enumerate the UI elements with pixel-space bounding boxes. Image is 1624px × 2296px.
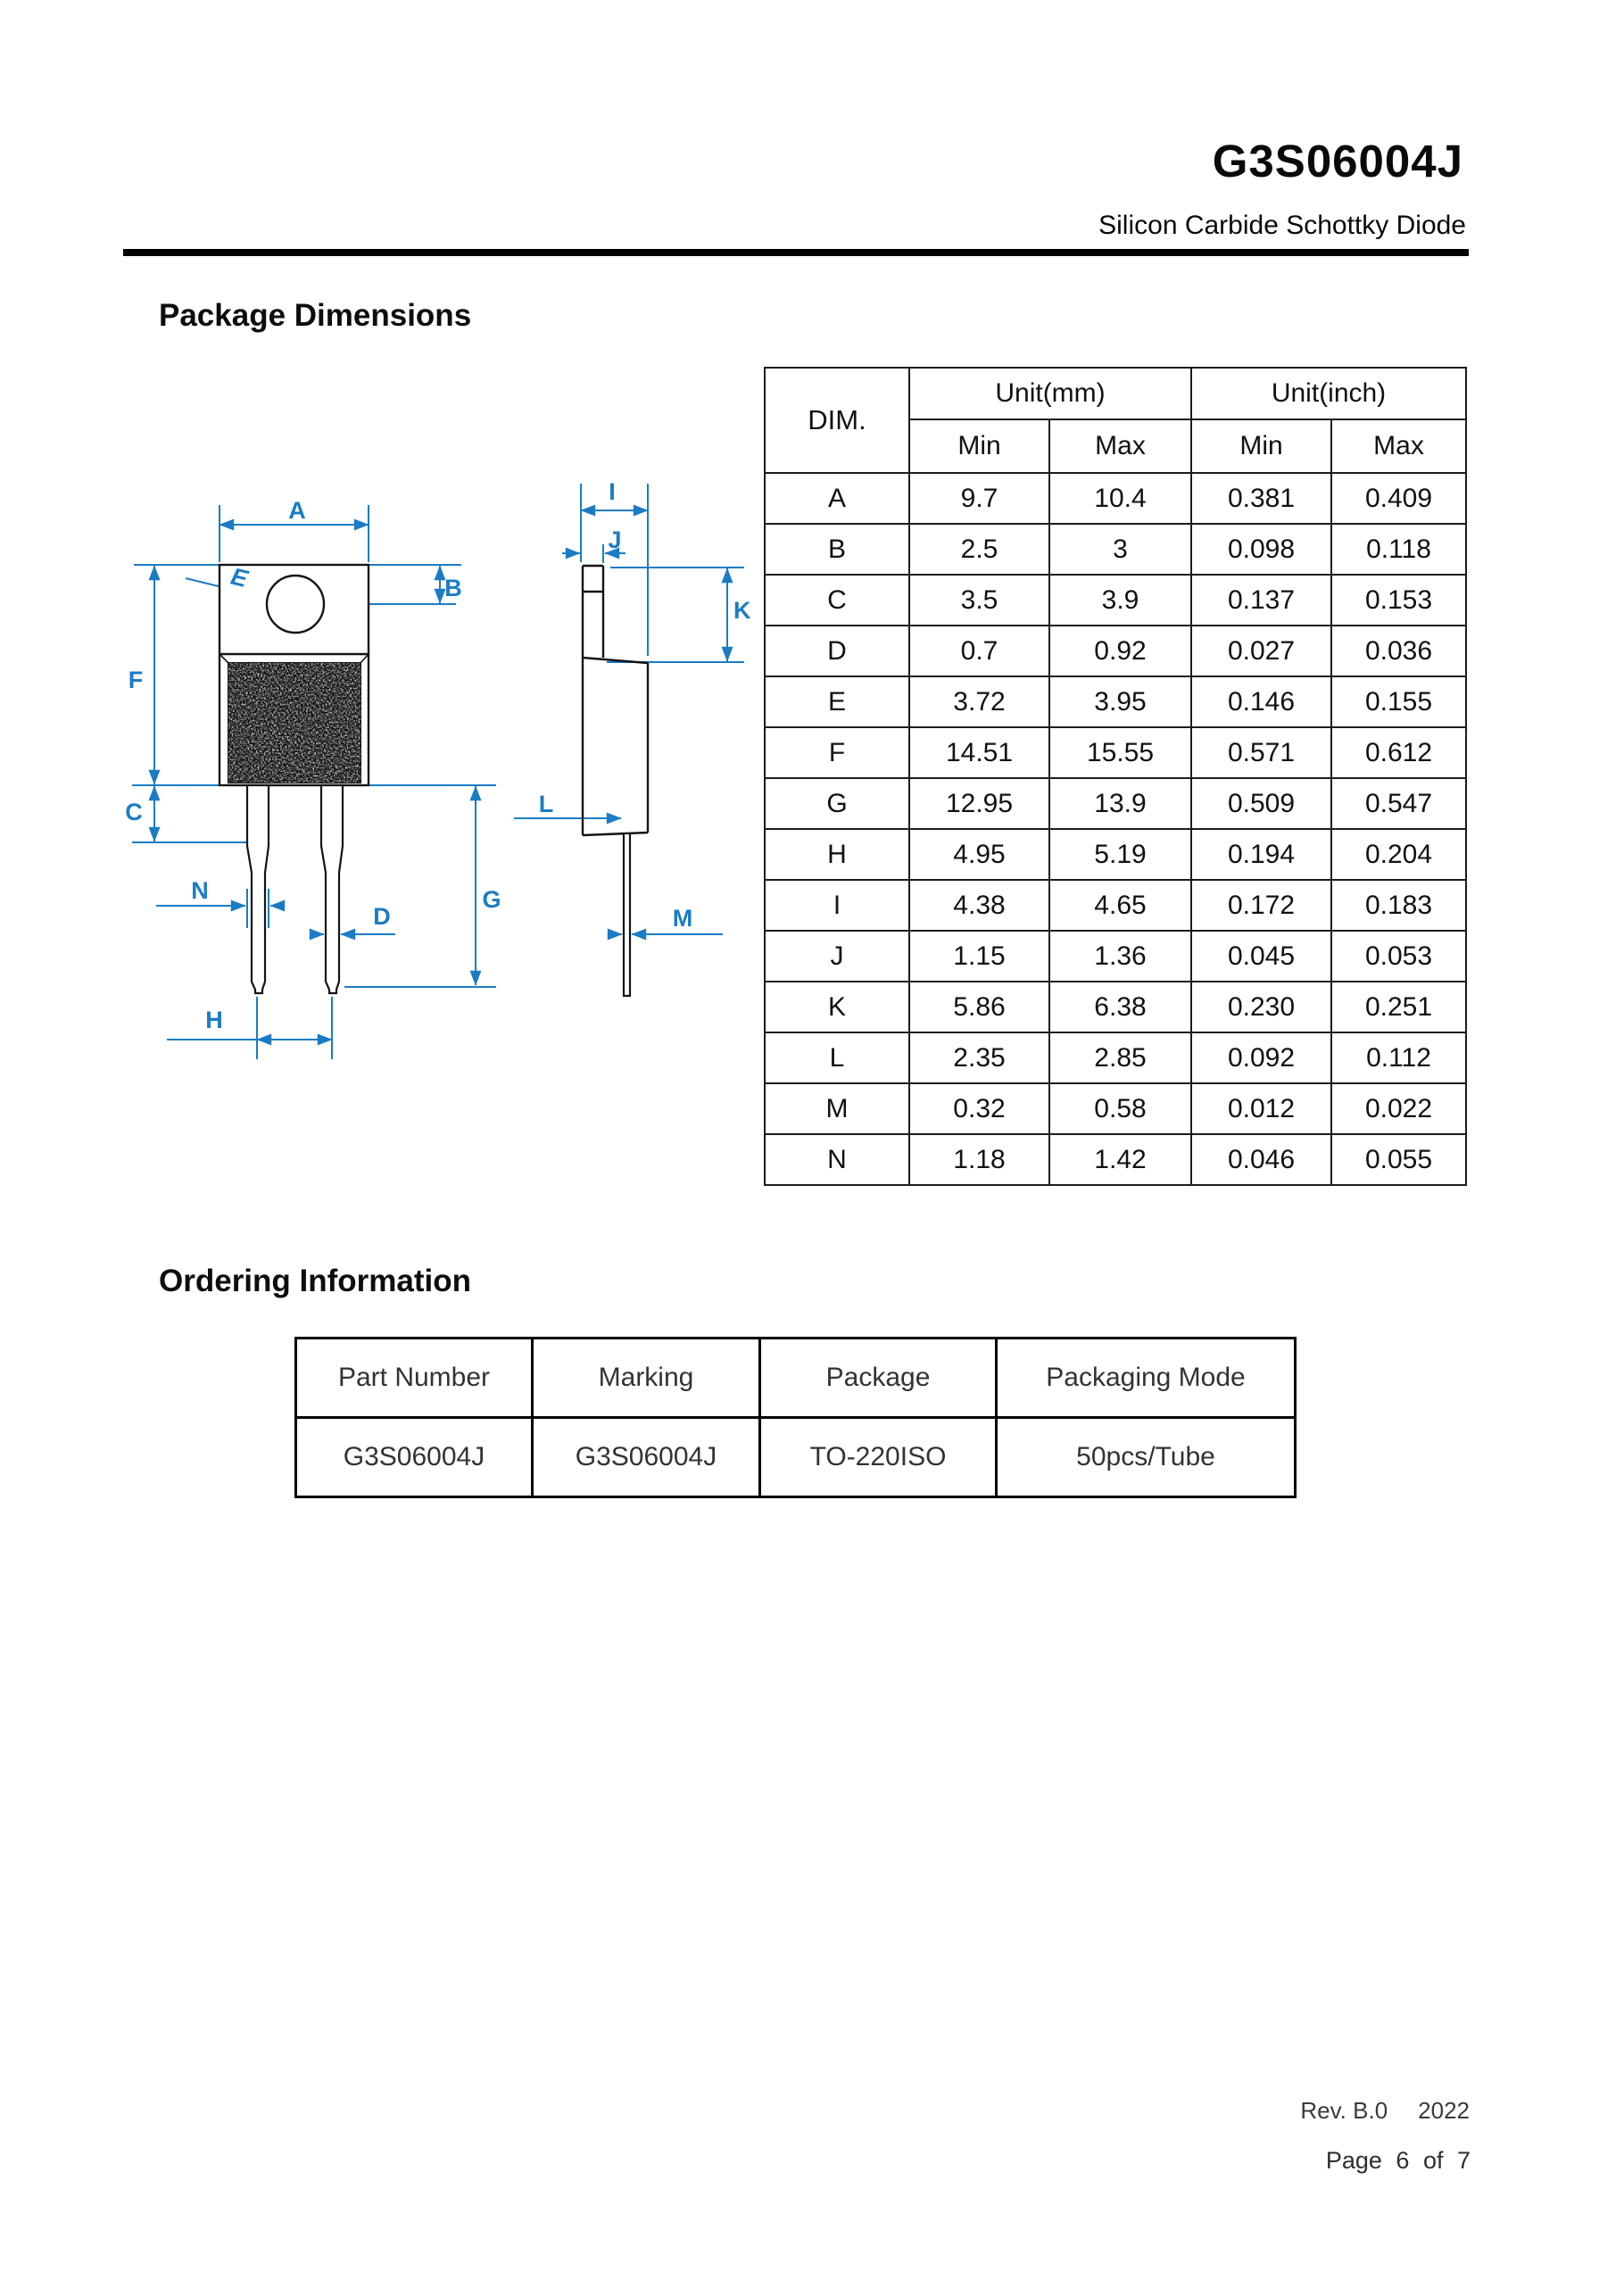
table-row: [765, 368, 1466, 419]
mounting-hole: [267, 576, 324, 633]
dim-cell: 0.612: [1331, 727, 1466, 778]
table-row: [765, 829, 1466, 880]
table-row: [765, 626, 1466, 676]
dim-cell: 0.547: [1331, 778, 1466, 829]
dim-cell: 0.172: [1191, 880, 1331, 931]
ext-lines-i: [581, 484, 648, 656]
dim-cell: 0.022: [1331, 1083, 1466, 1134]
col-header-packaging-mode: Packaging Mode: [997, 1339, 1296, 1418]
dim-cell: 0.194: [1191, 829, 1331, 880]
table-row: [765, 575, 1466, 626]
dim-cell: 0.045: [1191, 931, 1331, 982]
col-header-part-number: Part Number: [296, 1339, 533, 1418]
dim-label-a: A: [288, 497, 306, 524]
dim-letter: H: [765, 829, 909, 880]
dim-letter: F: [765, 727, 909, 778]
dim-cell: 0.012: [1191, 1083, 1331, 1134]
col-header-mm-max: Max: [1049, 419, 1191, 473]
dim-letter: A: [765, 473, 909, 524]
ordering-package: TO-220ISO: [760, 1418, 997, 1497]
ordering-table: [294, 1337, 1297, 1498]
epoxy-body: [228, 663, 360, 783]
dim-cell: 13.9: [1049, 778, 1191, 829]
table-row: [765, 982, 1466, 1032]
dim-cell: 0.230: [1191, 982, 1331, 1032]
dimension-table: [764, 367, 1467, 1186]
table-row: [765, 1032, 1466, 1083]
dim-label-f: F: [128, 667, 144, 693]
dim-cell: 0.112: [1331, 1032, 1466, 1083]
dim-cell: 1.42: [1049, 1134, 1191, 1185]
col-header-unit-inch: Unit(inch): [1191, 368, 1466, 419]
dim-cell: 0.509: [1191, 778, 1331, 829]
dim-label-l: L: [538, 791, 554, 817]
ordering-part-number: G3S06004J: [296, 1418, 533, 1497]
page-subtitle: Silicon Carbide Schottky Diode: [1098, 211, 1466, 240]
dim-cell: 14.51: [909, 727, 1049, 778]
dim-letter: N: [765, 1134, 909, 1185]
dim-cell: 0.183: [1331, 880, 1466, 931]
footer-page-number: Page 6 of 7: [1325, 2147, 1471, 2174]
dim-cell: 0.7: [909, 626, 1049, 676]
dim-cell: 1.18: [909, 1134, 1049, 1185]
dim-cell: 3.9: [1049, 575, 1191, 626]
col-header-unit-mm: Unit(mm): [909, 368, 1191, 419]
front-lead-left: [247, 785, 269, 993]
ext-lines-h: [257, 997, 332, 1059]
dim-letter: L: [765, 1032, 909, 1083]
dim-cell: 6.38: [1049, 982, 1191, 1032]
table-row: [765, 473, 1466, 524]
col-header-package: Package: [760, 1339, 997, 1418]
dim-cell: 0.155: [1331, 676, 1466, 727]
dim-letter: K: [765, 982, 909, 1032]
dim-letter: G: [765, 778, 909, 829]
package-outline: [220, 562, 648, 996]
section-heading-package-dimensions: Package Dimensions: [159, 298, 472, 333]
dim-cell: 15.55: [1049, 727, 1191, 778]
section-heading-ordering-information: Ordering Information: [159, 1264, 471, 1298]
dim-label-m: M: [672, 905, 693, 932]
dim-cell: 1.36: [1049, 931, 1191, 982]
dim-cell: 0.92: [1049, 626, 1191, 676]
table-row: [765, 524, 1466, 575]
dim-letter: J: [765, 931, 909, 982]
col-header-inch-max: Max: [1331, 419, 1466, 473]
dim-cell: 0.046: [1191, 1134, 1331, 1185]
dim-cell: 3: [1049, 524, 1191, 575]
dim-cell: 0.055: [1331, 1134, 1466, 1185]
dim-cell: 0.153: [1331, 575, 1466, 626]
header-rule: [123, 249, 1469, 256]
dim-cell: 10.4: [1049, 473, 1191, 524]
dim-cell: 2.35: [909, 1032, 1049, 1083]
dim-cell: 3.95: [1049, 676, 1191, 727]
ext-lines-k: [607, 568, 744, 662]
dim-letter: C: [765, 575, 909, 626]
dim-label-e: E: [228, 562, 251, 593]
table-row: [765, 778, 1466, 829]
dim-cell: 0.137: [1191, 575, 1331, 626]
table-row: [765, 880, 1466, 931]
dim-letter: B: [765, 524, 909, 575]
dim-cell: 4.38: [909, 880, 1049, 931]
page-title: G3S06004J: [1212, 136, 1463, 186]
dim-letter: M: [765, 1083, 909, 1134]
dim-label-d: D: [373, 903, 391, 930]
dim-cell: 0.204: [1331, 829, 1466, 880]
revision-label: Rev. B.0: [1300, 2097, 1388, 2124]
side-lead: [624, 834, 630, 996]
dim-cell: 0.036: [1331, 626, 1466, 676]
dim-cell: 0.58: [1049, 1083, 1191, 1134]
dim-label-n: N: [191, 877, 209, 904]
dim-label-c: C: [125, 799, 143, 825]
dim-label-k: K: [733, 597, 751, 624]
side-view-outline: [583, 566, 648, 835]
dim-cell: 0.146: [1191, 676, 1331, 727]
table-row: [765, 1083, 1466, 1134]
dim-cell: 9.7: [909, 473, 1049, 524]
dim-cell: 5.19: [1049, 829, 1191, 880]
dim-label-b: B: [444, 575, 462, 601]
revision-year: 2022: [1418, 2097, 1470, 2124]
table-row: [765, 727, 1466, 778]
dim-label-h: H: [205, 1007, 223, 1033]
ordering-packaging-mode: 50pcs/Tube: [997, 1418, 1296, 1497]
dim-cell: 0.092: [1191, 1032, 1331, 1083]
dim-cell: 0.098: [1191, 524, 1331, 575]
dim-label-i: I: [609, 478, 616, 505]
dim-cell: 1.15: [909, 931, 1049, 982]
table-row: [765, 1134, 1466, 1185]
table-row: [765, 676, 1466, 727]
dim-label-j: J: [608, 526, 622, 553]
dim-cell: 0.118: [1331, 524, 1466, 575]
dim-label-g: G: [482, 886, 501, 913]
dim-cell: 0.251: [1331, 982, 1466, 1032]
table-row: [296, 1418, 1296, 1497]
footer-revision: [1300, 2099, 1470, 2122]
dim-cell: 0.381: [1191, 473, 1331, 524]
dim-letter: E: [765, 676, 909, 727]
dim-cell: 0.027: [1191, 626, 1331, 676]
front-lead-right: [321, 785, 343, 993]
table-row: [296, 1339, 1296, 1418]
table-row: [765, 931, 1466, 982]
dim-cell: 5.86: [909, 982, 1049, 1032]
dim-letter: D: [765, 626, 909, 676]
dim-cell: 0.409: [1331, 473, 1466, 524]
col-header-marking: Marking: [533, 1339, 760, 1418]
dim-cell: 3.72: [909, 676, 1049, 727]
dim-cell: 4.95: [909, 829, 1049, 880]
dim-letter: I: [765, 880, 909, 931]
dim-cell: 0.053: [1331, 931, 1466, 982]
dim-cell: 2.85: [1049, 1032, 1191, 1083]
dim-cell: 4.65: [1049, 880, 1191, 931]
dim-cell: 3.5: [909, 575, 1049, 626]
dim-cell: 12.95: [909, 778, 1049, 829]
dim-cell: 0.571: [1191, 727, 1331, 778]
col-header-mm-min: Min: [909, 419, 1049, 473]
dim-cell: 0.32: [909, 1083, 1049, 1134]
col-header-dim: DIM.: [765, 368, 909, 473]
dim-cell: 2.5: [909, 524, 1049, 575]
col-header-inch-min: Min: [1191, 419, 1331, 473]
ordering-marking: G3S06004J: [533, 1418, 760, 1497]
